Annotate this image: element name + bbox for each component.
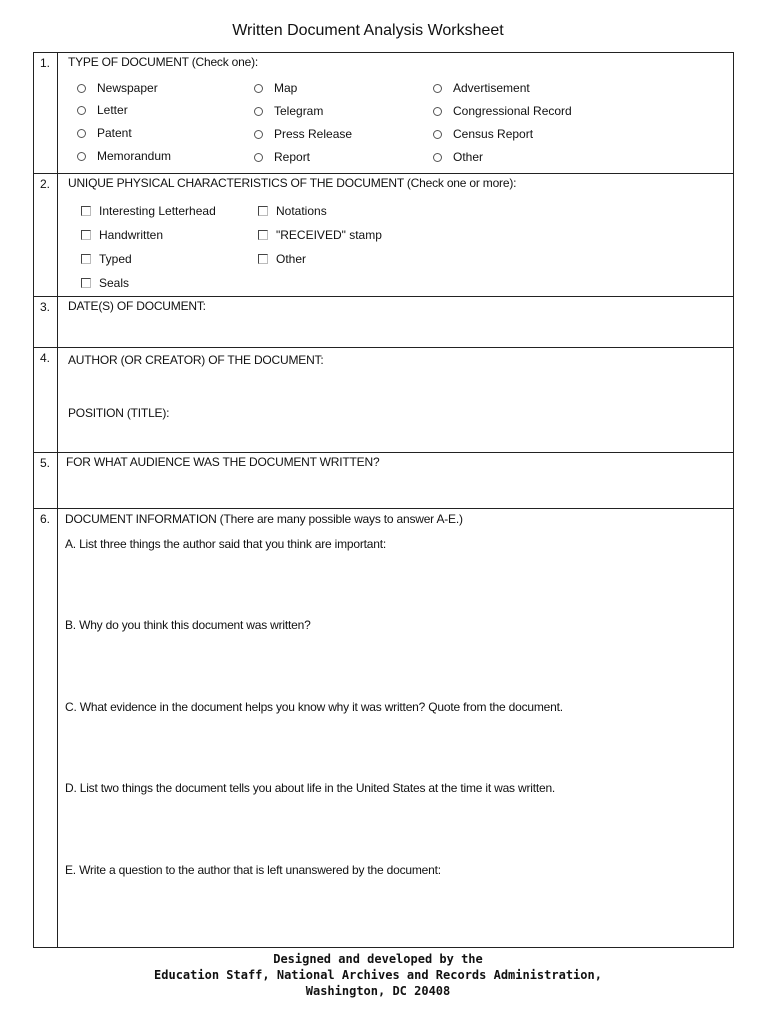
checkbox-notations[interactable]: Notations xyxy=(258,204,327,218)
checkbox-icon[interactable] xyxy=(81,206,91,216)
question-b: B. Why do you think this document was written? xyxy=(65,618,311,632)
option-letter[interactable]: Letter xyxy=(77,103,128,117)
footer-credit xyxy=(0,951,756,999)
checkbox-icon[interactable] xyxy=(258,230,268,240)
radio-icon[interactable] xyxy=(254,153,263,162)
section-number: 2. xyxy=(40,177,51,191)
section-heading: AUTHOR (OR CREATOR) OF THE DOCUMENT: xyxy=(68,353,324,367)
checkbox-icon[interactable] xyxy=(258,206,268,216)
position-title-label: POSITION (TITLE): xyxy=(68,406,170,420)
section-number: 1. xyxy=(40,56,51,70)
option-congressional-record[interactable]: Congressional Record xyxy=(433,104,572,118)
section-heading: DATE(S) OF DOCUMENT: xyxy=(68,299,206,313)
worksheet-title: Written Document Analysis Worksheet xyxy=(232,22,504,39)
section-number: 6. xyxy=(40,512,51,526)
section-physical-characteristics xyxy=(34,174,733,297)
footer-line: Washington, DC 20408 xyxy=(305,984,451,998)
footer-line: Education Staff, National Archives and Records Administration, xyxy=(154,968,602,982)
section-number: 5. xyxy=(40,456,51,470)
radio-icon[interactable] xyxy=(433,84,442,93)
section-number: 4. xyxy=(40,351,51,365)
section-heading: TYPE OF DOCUMENT (Check one): xyxy=(68,55,259,69)
question-c: C. What evidence in the document helps you know why it was written? Quote from the document. xyxy=(65,700,563,714)
option-newspaper[interactable]: Newspaper xyxy=(77,81,158,95)
option-advertisement[interactable]: Advertisement xyxy=(433,81,530,95)
option-other[interactable]: Other xyxy=(433,150,483,164)
question-d: D. List two things the document tells you about life in the United States at the time it was written. xyxy=(65,781,556,795)
radio-icon[interactable] xyxy=(77,106,86,115)
radio-icon[interactable] xyxy=(77,84,86,93)
option-patent[interactable]: Patent xyxy=(77,126,132,140)
checkbox-icon[interactable] xyxy=(81,230,91,240)
radio-icon[interactable] xyxy=(433,107,442,116)
checkbox-icon[interactable] xyxy=(258,254,268,264)
checkbox-seals[interactable]: Seals xyxy=(81,276,129,290)
section-heading: FOR WHAT AUDIENCE WAS THE DOCUMENT WRITTEN? xyxy=(66,455,380,469)
checkbox-interesting-letterhead[interactable]: Interesting Letterhead xyxy=(81,204,216,218)
radio-icon[interactable] xyxy=(254,84,263,93)
option-map[interactable]: Map xyxy=(254,81,297,95)
option-memorandum[interactable]: Memorandum xyxy=(77,149,171,163)
checkbox-handwritten[interactable]: Handwritten xyxy=(81,228,163,242)
worksheet-table xyxy=(33,52,734,948)
question-a: A. List three things the author said that you think are important: xyxy=(65,537,386,551)
option-press-release[interactable]: Press Release xyxy=(254,127,352,141)
section-heading: UNIQUE PHYSICAL CHARACTERISTICS OF THE DOCUMENT (Check one or more): xyxy=(68,176,517,190)
question-e: E. Write a question to the author that is left unanswered by the document: xyxy=(65,863,441,877)
checkbox-icon[interactable] xyxy=(81,254,91,264)
radio-icon[interactable] xyxy=(254,130,263,139)
checkbox-typed[interactable]: Typed xyxy=(81,252,132,266)
footer-line: Designed and developed by the xyxy=(273,952,483,966)
radio-icon[interactable] xyxy=(77,129,86,138)
radio-icon[interactable] xyxy=(433,130,442,139)
option-telegram[interactable]: Telegram xyxy=(254,104,323,118)
section-document-information xyxy=(34,509,733,947)
section-number: 3. xyxy=(40,300,51,314)
radio-icon[interactable] xyxy=(77,152,86,161)
radio-icon[interactable] xyxy=(254,107,263,116)
checkbox-received-stamp[interactable]: "RECEIVED" stamp xyxy=(258,228,382,242)
option-census-report[interactable]: Census Report xyxy=(433,127,533,141)
section-heading: DOCUMENT INFORMATION (There are many possible ways to answer A-E.) xyxy=(65,512,463,526)
checkbox-icon[interactable] xyxy=(81,278,91,288)
checkbox-other[interactable]: Other xyxy=(258,252,306,266)
section-audience xyxy=(34,453,733,509)
section-dates xyxy=(34,297,733,348)
radio-icon[interactable] xyxy=(433,153,442,162)
option-report[interactable]: Report xyxy=(254,150,310,164)
section-type-of-document xyxy=(34,53,733,174)
section-author xyxy=(34,348,733,453)
